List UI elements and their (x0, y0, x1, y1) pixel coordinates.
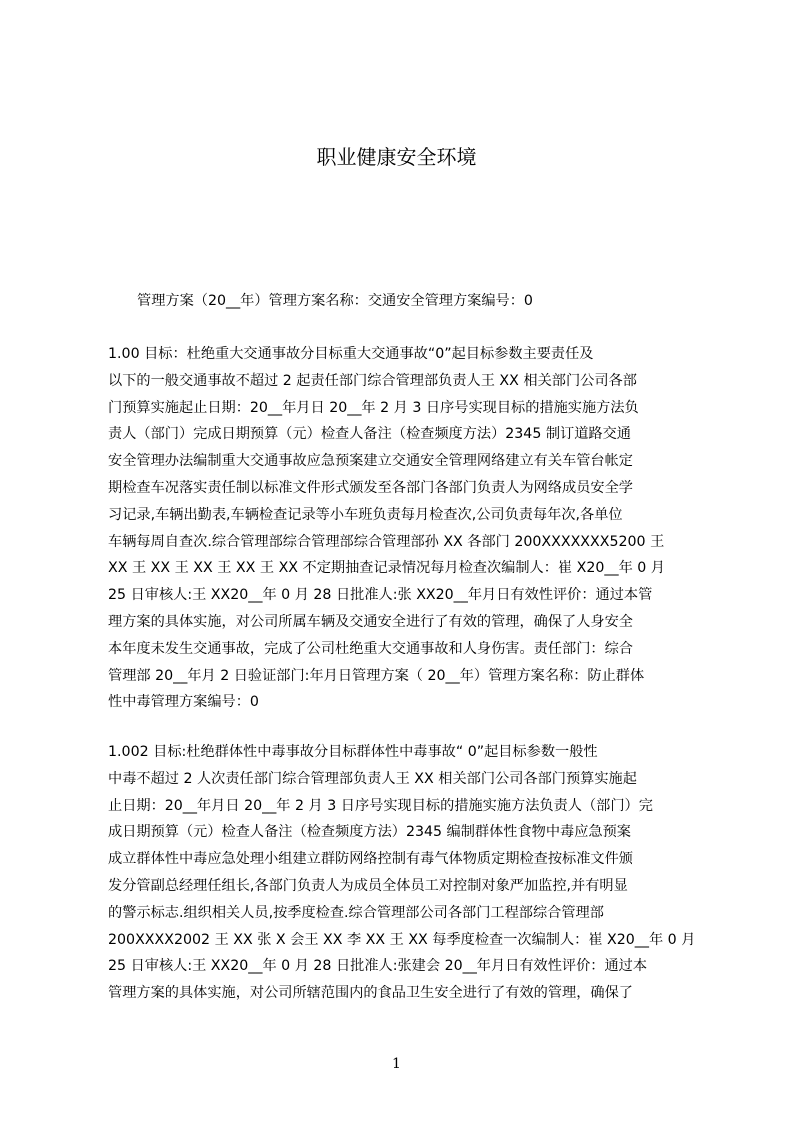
text-line: 车辆每周自查次.综合管理部综合管理部综合管理部孙 XX 各部门 200XXXXXXX5200 王 (108, 533, 665, 550)
text-line: 门预算实施起止日期：20__年月日 20__年 2 月 3 日序号实现目标的措施实施方法负 (108, 399, 639, 416)
paragraph-poisoning-prevention (108, 739, 703, 1007)
text-line: 管理部 20__年月 2 日验证部门:年月日管理方案（ 20__年）管理方案名称：防止群体 (108, 667, 645, 684)
text-line: 理方案的具体实施，对公司所属车辆及交通安全进行了有效的管理，确保了人身安全 (108, 613, 633, 630)
text-line: 习记录,车辆出勤表,车辆检查记录等小车班负责每月检查次,公司负责每年次,各单位 (108, 506, 623, 523)
text-line: 200XXXX2002 王 XX 张 X 会王 XX 李 XX 王 XX 每季度检查一次编制人：崔 X20__年 0 月 (108, 931, 696, 948)
text-line: 的警示标志.组织相关人员,按季度检查.综合管理部公司各部门工程部综合管理部 (108, 904, 604, 921)
plan-header: 管理方案（20__年）管理方案名称：交通安全管理方案编号：0 (137, 293, 533, 309)
text-line: 成日期预算（元）检查人备注（检查频度方法）2345 编制群体性食物中毒应急预案 (108, 824, 631, 841)
text-line: 成立群体性中毒应急处理小组建立群防网络控制有毒气体物质定期检查按标准文件颁 (108, 851, 633, 868)
text-line: 止日期：20__年月日 20__年 2 月 3 日序号实现目标的措施实施方法负责人（部门）完 (108, 797, 653, 814)
text-line: 25 日审核人:王 XX20__年 0 月 28 日批准人:张 XX20__年月日有效性评价：通过本管 (108, 587, 653, 604)
text-line: 责人（部门）完成日期预算（元）检查人备注（检查频度方法）2345 制订道路交通 (108, 426, 631, 443)
text-line: 中毒不超过 2 人次责任部门综合管理部负责人王 XX 相关部门公司各部门预算实施起 (108, 770, 637, 787)
text-line: 期检查车况落实责任制以标准文件形式颁发至各部门各部门负责人为网络成员安全学 (108, 479, 633, 496)
text-line: 1.002 目标:杜绝群体性中毒事故分目标群体性中毒事故“ 0”起目标参数一般性 (108, 744, 598, 760)
text-line: XX 王 XX 王 XX 王 XX 王 XX 不定期抽查记录情况每月检查次编制人：崔 X20__年 0 月 (108, 560, 665, 577)
page-number: 1 (392, 1056, 401, 1072)
text-line: 管理方案的具体实施，对公司所辖范围内的食品卫生安全进行了有效的管理，确保了 (108, 985, 633, 1002)
text-line: 性中毒管理方案编号：0 (108, 694, 259, 711)
page-title: 职业健康安全环境 (316, 145, 477, 169)
text-line: 1.00 目标：杜绝重大交通事故分目标重大交通事故“0”起目标参数主要责任及 (108, 346, 594, 362)
text-line: 以下的一般交通事故不超过 2 起责任部门综合管理部负责人王 XX 相关部门公司各部 (108, 372, 637, 389)
text-line: 25 日审核人:王 XX20__年 0 月 28 日批准人:张建会 20__年月日有效性评价：通过本 (108, 958, 648, 975)
text-line: 发分管副总经理任组长,各部门负责人为成员全体员工对控制对象严加监控,并有明显 (108, 877, 628, 894)
text-line: 安全管理办法编制重大交通事故应急预案建立交通安全管理网络建立有关车管台帐定 (108, 453, 633, 470)
text-line: 本年度未发生交通事故，完成了公司杜绝重大交通事故和人身伤害。责任部门：综合 (108, 640, 633, 657)
paragraph-traffic-safety (108, 341, 703, 716)
